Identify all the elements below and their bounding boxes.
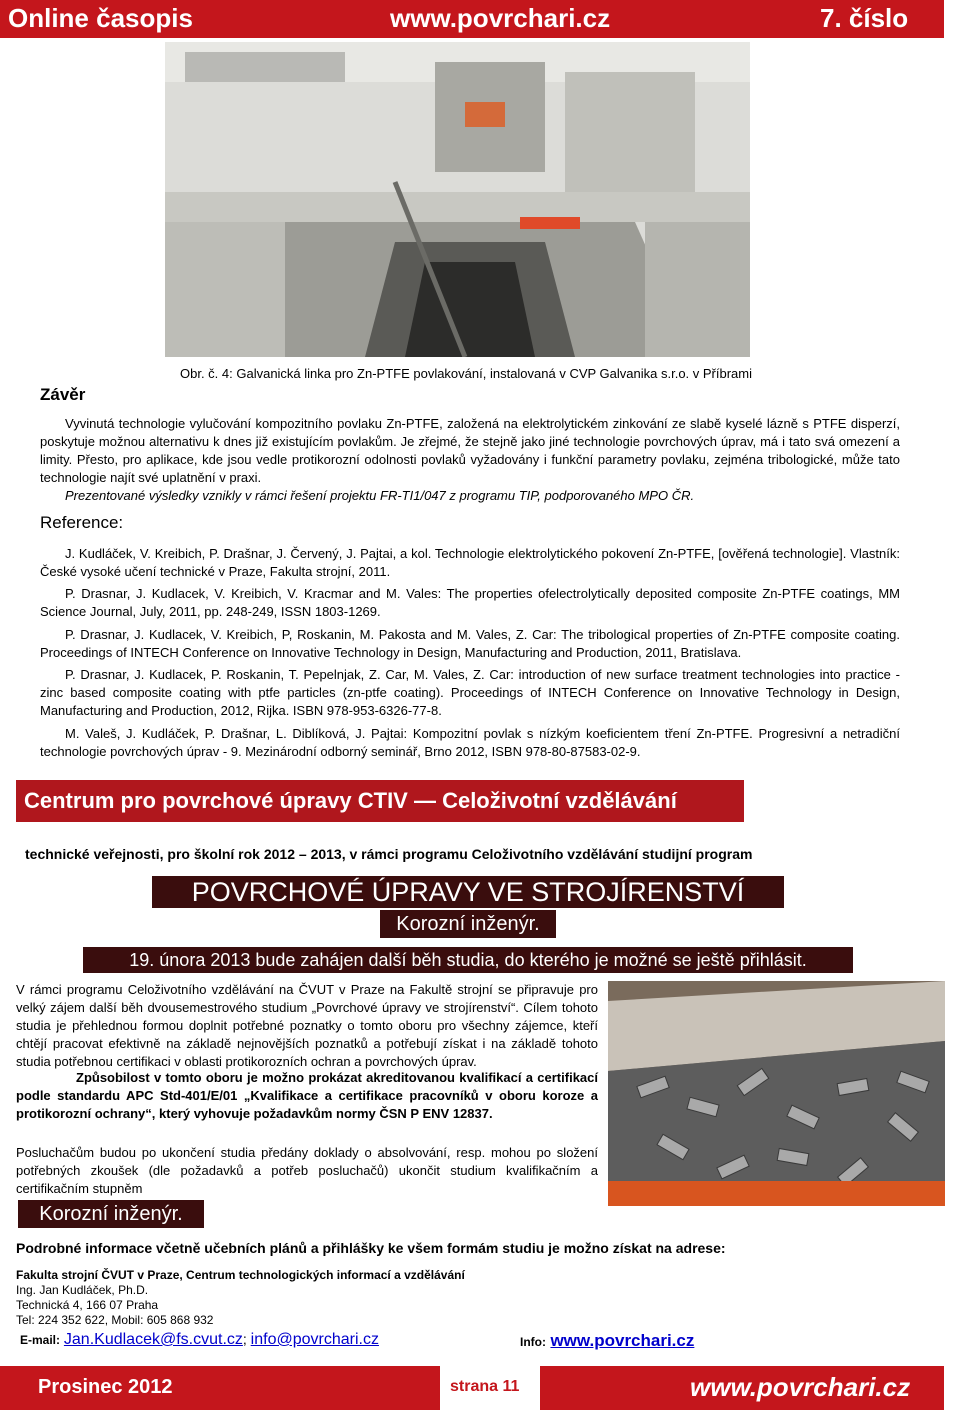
references-heading: Reference: <box>40 513 124 532</box>
reference-item: J. Kudláček, V. Kreibich, P. Drašnar, J. Červený, J. Pajtai, a kol. Technologie elektrolytického pokovení Zn-PTFE, [ověřená technologie]. Vlastník: České vysoké učení technické v Praze, Fakulta strojní, 2011. <box>40 546 900 579</box>
reference-item: P. Drasnar, J. Kudlacek, V. Kreibich, V. Kracmar and M. Vales: The properties ofelectrolytically deposited composite Zn-PTFE coatings, MM Science Journal, July, 2011, pp. 248-249, ISSN 1803-1269. <box>40 586 900 619</box>
qualification-paragraph: Způsobilost v tomto oboru je možno prokázat akreditovanou kvalifikací a certifikací podle standardu APC Std-401/E/01 „Kvalifikace a certifikace pracovníků v oboru koroze a protikorozní ochrany“, který vyhovuje požadavkům normy ČSN P ENV 12837. <box>16 1070 598 1121</box>
footer-date: Prosinec 2012 <box>38 1376 173 1398</box>
zaver-paragraph: Vyvinutá technologie vylučování kompozitního povlaku Zn-PTFE, založená na elektrolytickém zinkování ze slabě kyselé lázně s PTFE disperzí, poskytuje možnou alternativu k dnes již existujícím povlakům. Je zřejmé, že stejně jako jiné technologie povrchových úprav, má i tato svá omezení a limity. Přesto, pro aplikace, kde jsou vedle protikorozní odolnosti povlaků vyžadovány i funkční parametry povlaku, zejména tribologické, může tato technologie najít své uplatnění v praxi. <box>40 416 900 485</box>
phone-numbers: Tel: 224 352 622, Mobil: 605 868 932 <box>16 1313 214 1327</box>
contact-person: Ing. Jan Kudláček, Ph.D. <box>16 1283 149 1297</box>
info-line <box>520 1331 694 1351</box>
study-description: V rámci programu Celoživotního vzdělávání na ČVUT v Praze na Fakultě strojní se připravuje pro velký zájem další běh dvousemestrového studium „Povrchové úpravy ve strojírenství“. Cílem tohoto studia je přehlednou formou doplnit potřebné poznatky o tomto oboru pro všechny zájemce, kteří chtějí pracovat efektivně na základě nejnovějších poznatků a potřebují získat i na základě tohoto studia potřebnou certifikaci v oblasti protikorozních ochran a povrchových úprav. <box>16 982 598 1069</box>
info-label: Info: <box>520 1335 546 1349</box>
project-note: Prezentované výsledky vznikly v rámci řešení projektu FR-TI1/047 z programu TIP, podporovaného MPO ČR. <box>65 488 695 503</box>
korozni-inzenyr-badge: Korozní inženýr. <box>18 1200 204 1228</box>
graduation-paragraph: Posluchačům budou po ukončení studia předány doklady o absolvování, resp. mohou po složení potřebných zkoušek (dle požadavků a potřeb posluchačů) ukončit studium kvalifikačním a certifikačním stupněm <box>16 1145 598 1196</box>
page-number: strana 11 <box>450 1378 520 1395</box>
header-issue: 7. číslo <box>820 3 909 33</box>
photo-caption: Obr. č. 4: Galvanická linka pro Zn-PTFE povlakování, instalovaná v CVP Galvanika s.r.o. v Příbrami <box>180 366 752 381</box>
start-date-notice: 19. února 2013 bude zahájen další běh studia, do kterého je možné se ještě přihlásit. <box>83 947 853 973</box>
centrum-banner <box>16 780 744 822</box>
header-title: Online časopis <box>8 3 193 33</box>
footer-website: www.povrchari.cz <box>690 1372 911 1402</box>
program-title: POVRCHOVÉ ÚPRAVY VE STROJÍRENSTVÍ <box>152 876 784 908</box>
centrum-banner-text: Centrum pro povrchové úpravy CTIV — Celoživotní vzdělávání <box>24 788 677 813</box>
website-link[interactable]: www.povrchari.cz <box>550 1331 695 1350</box>
reference-item: P. Drasnar, J. Kudlacek, V. Kreibich, P, Roskanin, M. Pakosta and M. Vales, Z. Car: The tribological properties of Zn-PTFE composite coating. Proceedings of INTECH Conference on Innovative Technology in Design, Manufacturing and Production, 2011, Bratislava. <box>40 627 900 660</box>
street-address: Technická 4, 166 07 Praha <box>16 1298 159 1312</box>
email-separator: ; <box>242 1331 247 1347</box>
header-website: www.povrchari.cz <box>390 3 611 33</box>
email-link-kudlacek[interactable]: Jan.Kudlacek@fs.cvut.cz <box>63 1331 243 1348</box>
page-footer <box>0 1366 944 1410</box>
faculty-name: Fakulta strojní ČVUT v Praze, Centrum technologických informací a vzdělávání <box>16 1268 465 1282</box>
zaver-heading: Závěr <box>40 385 86 404</box>
galvanic-line-photo <box>165 42 750 357</box>
info-heading: Podrobné informace včetně učebních plánů a přihlášky ke všem formám studiu je možno získat na adrese: <box>16 1240 726 1256</box>
program-subtitle: technické veřejnosti, pro školní rok 2012 – 2013, v rámci programu Celoživotního vzdělávání studijní program <box>25 846 753 862</box>
program-subtitle-badge: Korozní inženýr. <box>380 910 556 938</box>
email-link-info[interactable]: info@povrchari.cz <box>250 1331 379 1348</box>
contact-address <box>16 1268 465 1328</box>
magazine-header <box>0 0 944 38</box>
reference-item: P. Drasnar, J. Kudlacek, P. Roskanin, T. Pepelnjak, Z. Car, M. Vales, Z. Car: introduction of new surface treatment technologies into practice - zinc based composite coating with ptfe particles (zn-ptfe coating). Proceedings of INTECH Conference on Innovative Technology in Design, Manufacturing and Production, 2012, Rijka. ISBN 978-953-6326-77-8. <box>40 667 900 718</box>
email-line <box>20 1331 379 1349</box>
reference-item: M. Valeš, J. Kudláček, P. Drašnar, L. Diblíková, J. Pajtai: Kompozitní povlak s nízkým koeficientem tření Zn-PTFE. Progresivní a netradiční technologie povrchových úprav - 9. Mezinárodní odborný seminář, Brno 2012, ISBN 978-80-87583-02-9. <box>40 726 900 759</box>
email-label: E-mail: <box>20 1333 61 1347</box>
parts-rack-photo <box>608 981 945 1206</box>
